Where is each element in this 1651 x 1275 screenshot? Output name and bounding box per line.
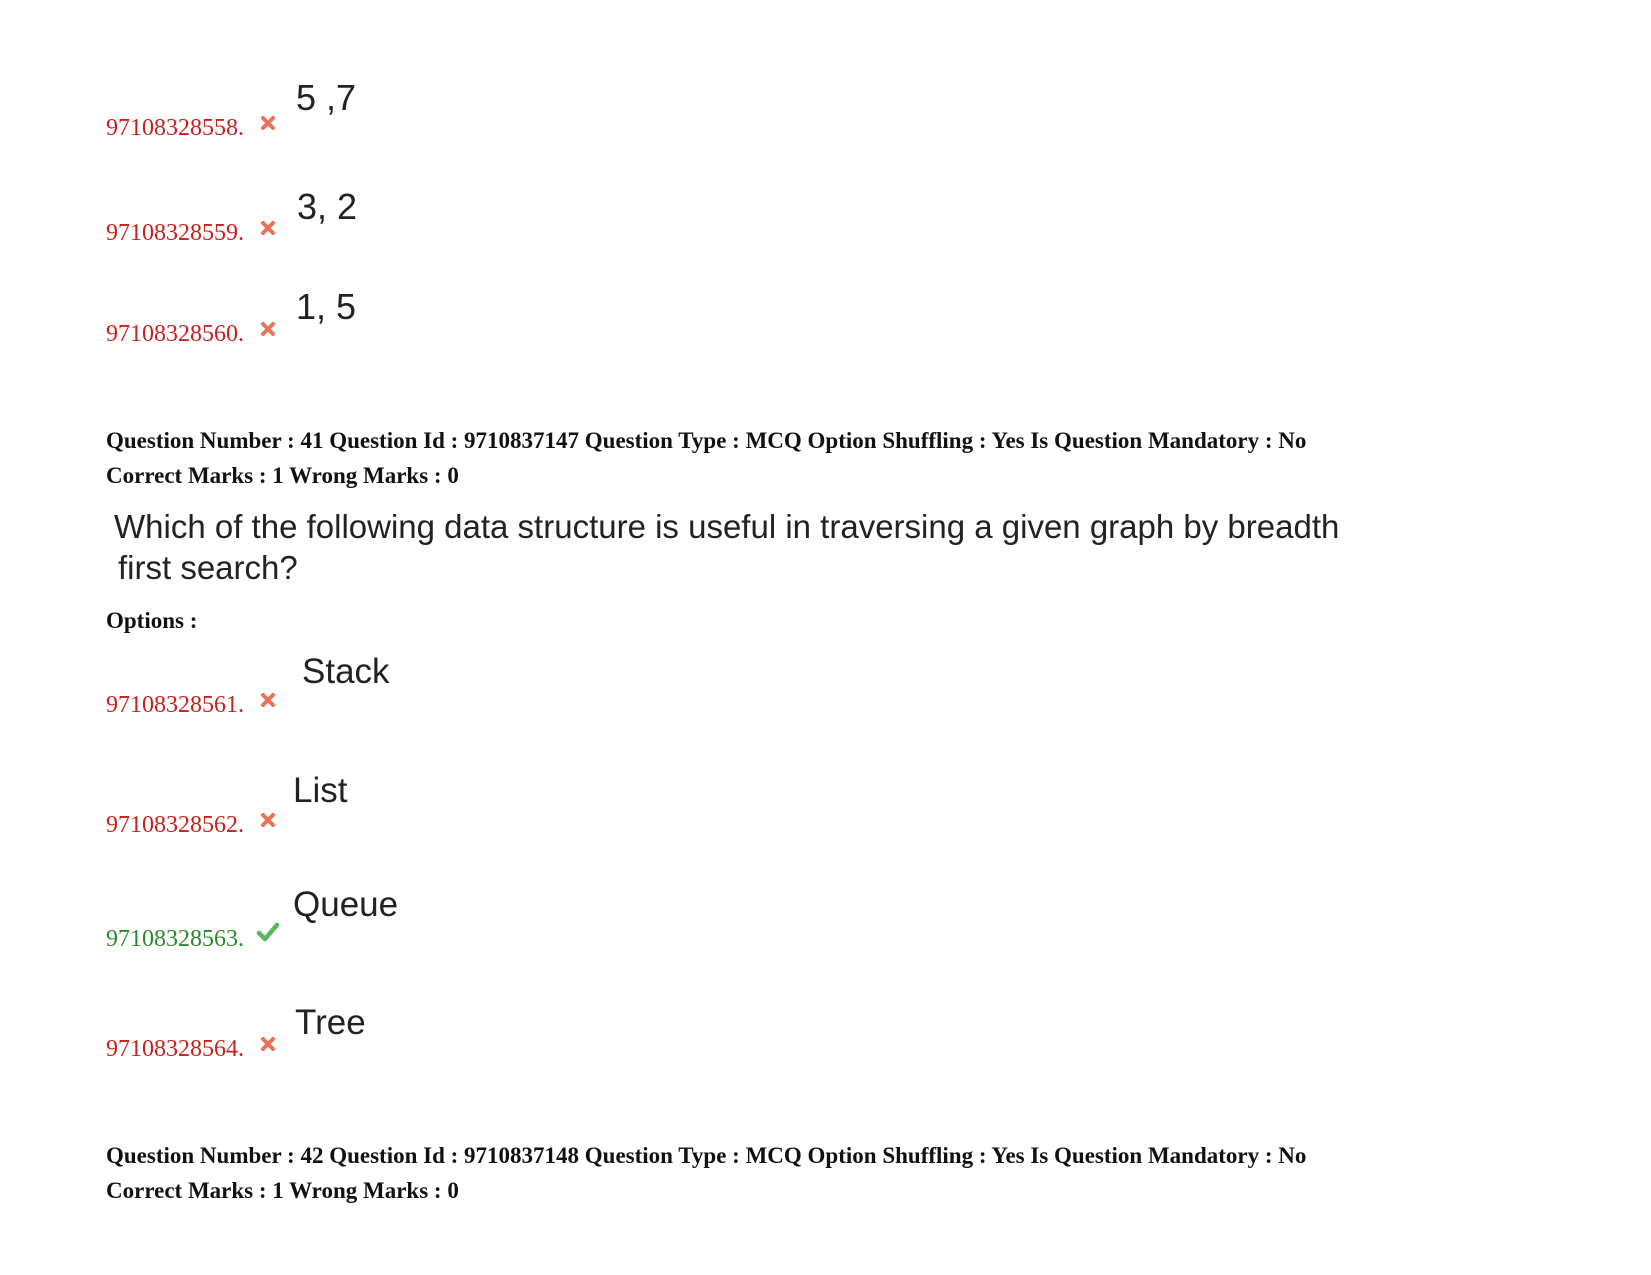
question-meta-line: Question Number : 41 Question Id : 9710837147 Question Type : MCQ Option Shuffling : Yes Is Question Mandatory : No <box>106 428 1307 453</box>
question-meta-line: Question Number : 42 Question Id : 9710837148 Question Type : MCQ Option Shuffling : Yes Is Question Mandatory : No <box>106 1143 1307 1168</box>
question-text-line: Which of the following data structure is useful in traversing a given graph by breadth <box>114 508 1340 545</box>
option-id: 97108328558. <box>106 115 244 141</box>
option-text: Tree <box>295 1003 366 1042</box>
option-id: 97108328560. <box>106 321 244 347</box>
option-id: 97108328561. <box>106 692 244 718</box>
question-41-meta <box>106 423 1306 493</box>
option-text: 1, 5 <box>296 286 357 327</box>
marks-meta-line: Correct Marks : 1 Wrong Marks : 0 <box>106 463 459 488</box>
option-id: 97108328563. <box>106 926 244 952</box>
cross-icon <box>259 219 277 237</box>
cross-icon <box>259 114 277 132</box>
cross-icon <box>259 691 277 709</box>
cross-icon <box>259 320 277 338</box>
option-text: Queue <box>293 885 399 924</box>
question-text-line: first search? <box>118 549 298 586</box>
check-icon <box>256 922 280 942</box>
option-text: 3, 2 <box>297 186 358 227</box>
question-text <box>114 506 1339 588</box>
question-42-meta <box>106 1138 1306 1208</box>
option-text: List <box>293 771 348 810</box>
marks-meta-line: Correct Marks : 1 Wrong Marks : 0 <box>106 1178 459 1203</box>
option-id: 97108328562. <box>106 812 244 838</box>
option-id: 97108328564. <box>106 1036 244 1062</box>
cross-icon <box>259 811 277 829</box>
option-text: 5 ,7 <box>296 77 357 118</box>
option-text: Stack <box>302 652 390 691</box>
options-label: Options : <box>106 608 198 633</box>
cross-icon <box>259 1035 277 1053</box>
option-id: 97108328559. <box>106 220 244 246</box>
